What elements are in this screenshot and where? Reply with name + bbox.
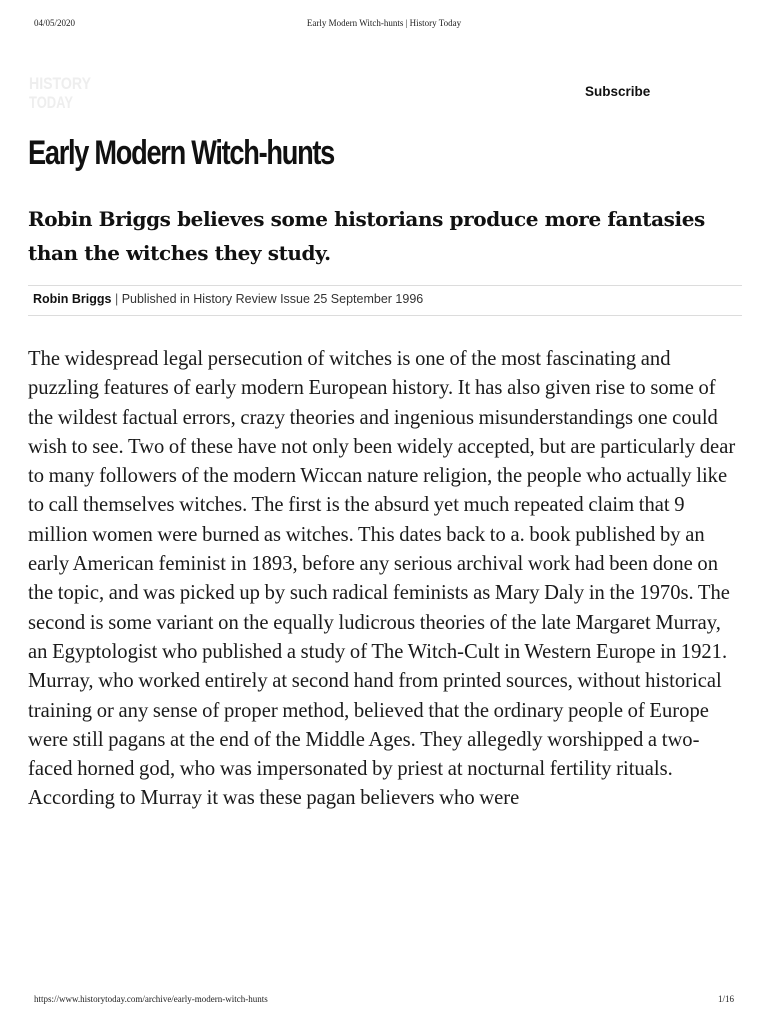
article-standfirst: Robin Briggs believes some historians produce more fantasies than the witches they study. — [28, 207, 705, 265]
logo-line-1: HISTORY — [29, 74, 92, 93]
logo-line-2: TODAY — [29, 93, 74, 112]
publication-info: Published in History Review Issue 25 September 1996 — [121, 292, 424, 306]
print-date: 04/05/2020 — [34, 18, 76, 28]
byline-separator: | — [114, 292, 119, 306]
article-body-paragraph: The widespread legal persecution of witches is one of the most fascinating and puzzling features of early modern European history. It has also given rise to some of the wildest factual errors, crazy theories and ingenious misunderstandings one could wish to see. Two of these have not only been widely accepted, but are particularly dear to many followers of the modern Wiccan nature religion, the people who actually like to call themselves witches. The first is the absurd yet much repeated claim that 9 million women were burned as witches. This dates back to a. book published by an early American feminist in 1893, before any serious archival work had been done on the topic, and was picked up by such radical feminists as Mary Daly in the 1970s. The second is some variant on the equally ludicrous theories of the late Margaret Murray, an Egyptologist who published a study of The Witch-Cult in Western Europe in 1921. Murray, who worked entirely at second hand from printed sources, without historical training or any sense of proper method, believed that the ordinary people of Europe were still pagans at the end of the Middle Ages. They allegedly worshipped a two-faced horned god, who was impersonated by priest at nocturnal fertility rituals. According to Murray it was these pagan believers who were — [28, 348, 736, 810]
article-byline — [33, 292, 423, 306]
byline-bottom-divider — [28, 315, 742, 316]
article-title: Early Modern Witch-hunts — [28, 134, 335, 172]
print-header — [0, 18, 768, 30]
history-today-logo[interactable] — [28, 72, 94, 112]
print-page-number: 1/16 — [717, 994, 734, 1004]
print-page-title: Early Modern Witch-hunts | History Today — [306, 18, 462, 28]
print-footer — [0, 994, 768, 1006]
subscribe-link[interactable]: Subscribe — [585, 84, 651, 99]
author-link[interactable]: Robin Briggs — [33, 292, 112, 306]
print-url: https://www.historytoday.com/archive/early-modern-witch-hunts — [34, 994, 268, 1004]
byline-top-divider — [28, 285, 742, 286]
